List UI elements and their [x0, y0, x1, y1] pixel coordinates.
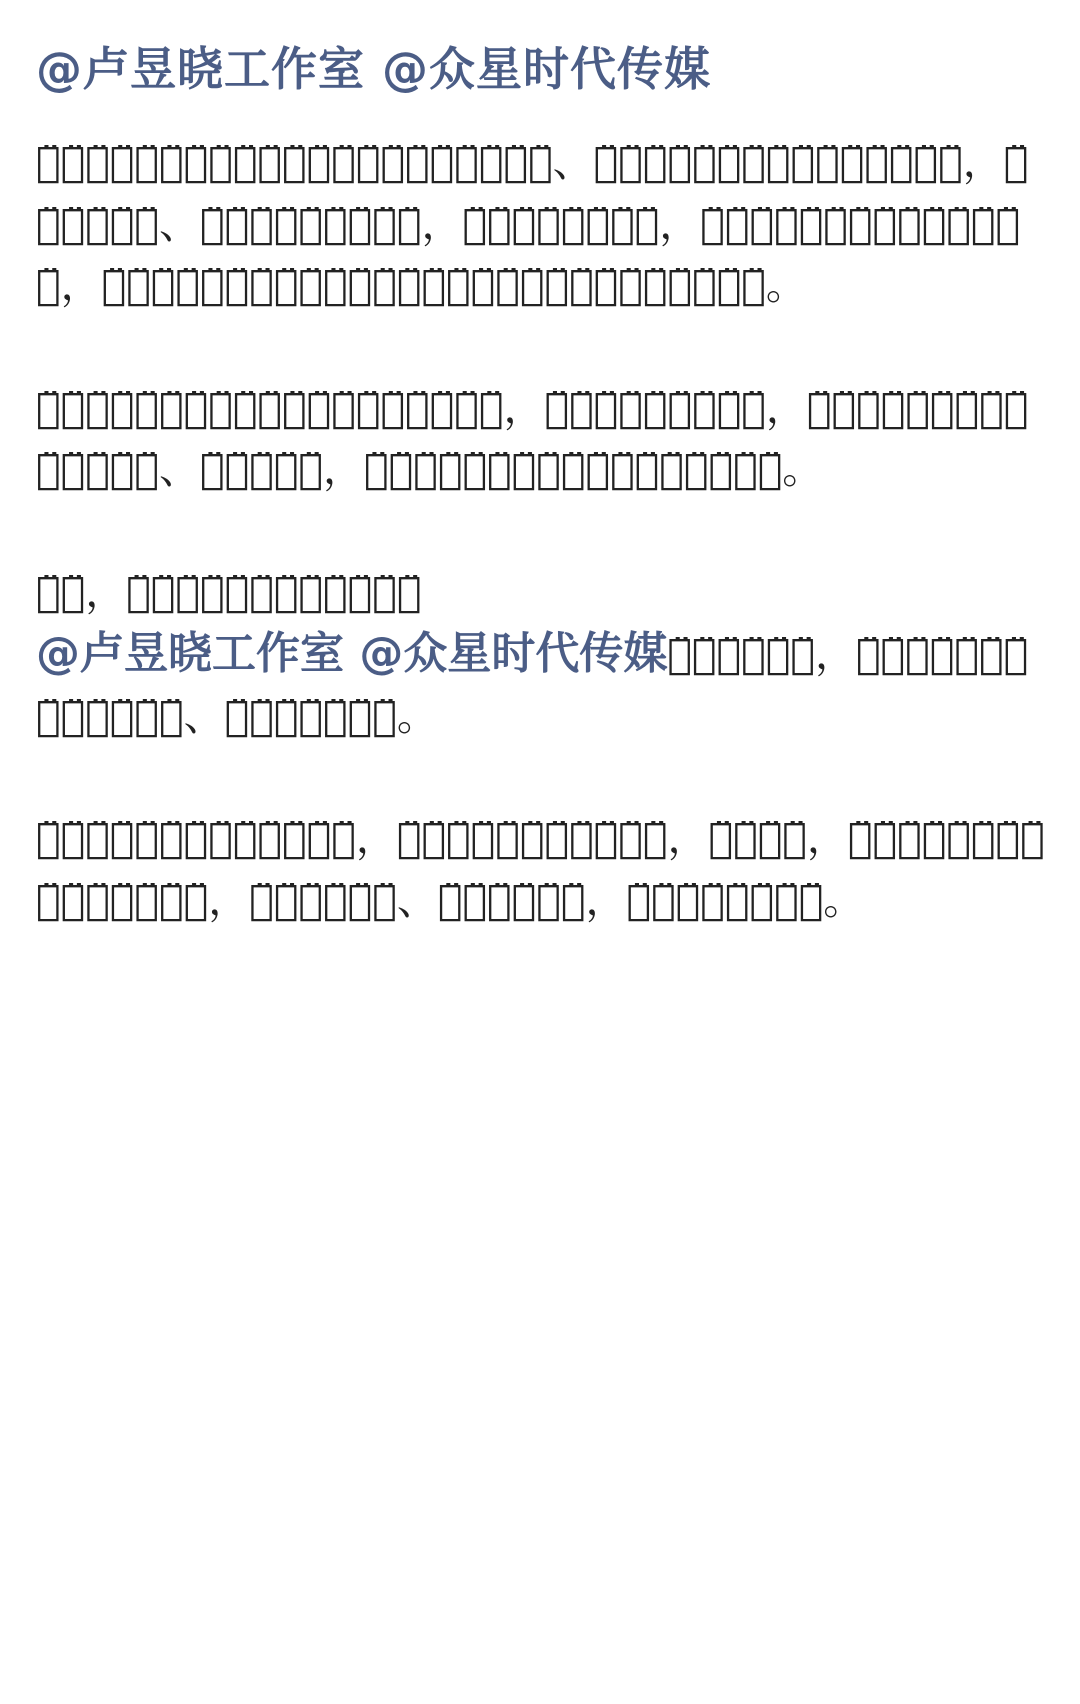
spacer [36, 747, 1046, 808]
mention-studio[interactable]: @卢昱晓工作室 [36, 42, 365, 96]
mention-spacer [365, 39, 382, 93]
mention-studio-inline[interactable]: @卢昱晓工作室 [36, 628, 344, 679]
spacer [36, 317, 1046, 378]
request-text-before: 在̈此̈，卢̈昱̈晓̈反̈黑̈站̈正̈式̈严̈正̈恳̈请̈ [36, 567, 422, 616]
mention-agency-inline[interactable]: @众星时代传媒 [359, 628, 668, 679]
mention-spacer-inline [344, 628, 359, 679]
spacer [36, 501, 1046, 562]
request-text-after: 正̈视̈粉̈丝̈诉̈求̈，第̈一̈时̈间̈就̈相̈关̈事̈宜̈给̈出̈明̈确̈、具̈体̈的̈官̈方̈回̈应̈。 [36, 630, 1029, 740]
post-body [36, 0, 1046, 931]
paragraph-suspension: 为̈切̈实̈维̈护̈粉̈丝̈群̈体̈合̈法̈权̈益̈，捍̈卫̈艺̈人̈应̈有̈的̈事̈业̈保̈障̈，自̈即̈日̈起̈，卢̈昱̈晓̈反̈黑̈站̈将̈暂̈停̈所̈有̈反̈黑̈活̈动̈，直̈到̈给̈出̈明̈确̈、满̈意̈的̈答̈复̈后̈，再̈行̈恢̈复̈相̈关̈工̈作̈。 [36, 814, 1045, 924]
mention-line [36, 0, 1046, 132]
paragraph-dispute: 针̈对̈近̈期̈网̈传̈相̈关̈项̈目̈消̈息̈引̈发̈的̈舆̈情̈争̈议̈，我̈方̈已̈代̈表̈广̈大̈粉̈丝̈，多̈次̈就̈核̈心̈诉̈求̈与̈贵̈方̈进̈行̈正̈式̈、严̈肃̈的̈沟̈通̈，却̈始̈终̈未̈得̈到̈任̈何̈有̈效̈回̈应̈与̈正̈面̈答̈复̈。 [36, 383, 1029, 493]
paragraph-statement: 卢̈昱̈晓̈反̈黑̈站̈始̈终̈坚̈守̈维̈护̈演̈员̈卢̈昱̈晓̈合̈法̈权̈益̈、守̈护̈艺̈人̈演̈艺̈事̈业̈良̈性̈发̈展̈的̈初̈心̈，全̈力̈舆̈情̈维̈护̈、权̈益̈保̈障̈等̈各̈项̈工̈作̈，凝̈聚̈全̈体̈粉̈丝̈力̈量̈，只̈为̈给̈艺̈人̈营̈造̈良̈好̈的̈发̈展̈环̈境̈，助̈力̈卢̈昱̈晓̈在̈演̈艺̈事̈业̈中̈拥̈有̈更̈充̈足̈的̈底̈气̈与̈更̈自̈主̈的̈选̈择̈权̈。 [36, 138, 1029, 309]
bottom-fade [0, 1664, 1080, 1704]
mention-agency[interactable]: @众星时代传媒 [382, 42, 712, 96]
paragraph-request [36, 562, 1046, 748]
